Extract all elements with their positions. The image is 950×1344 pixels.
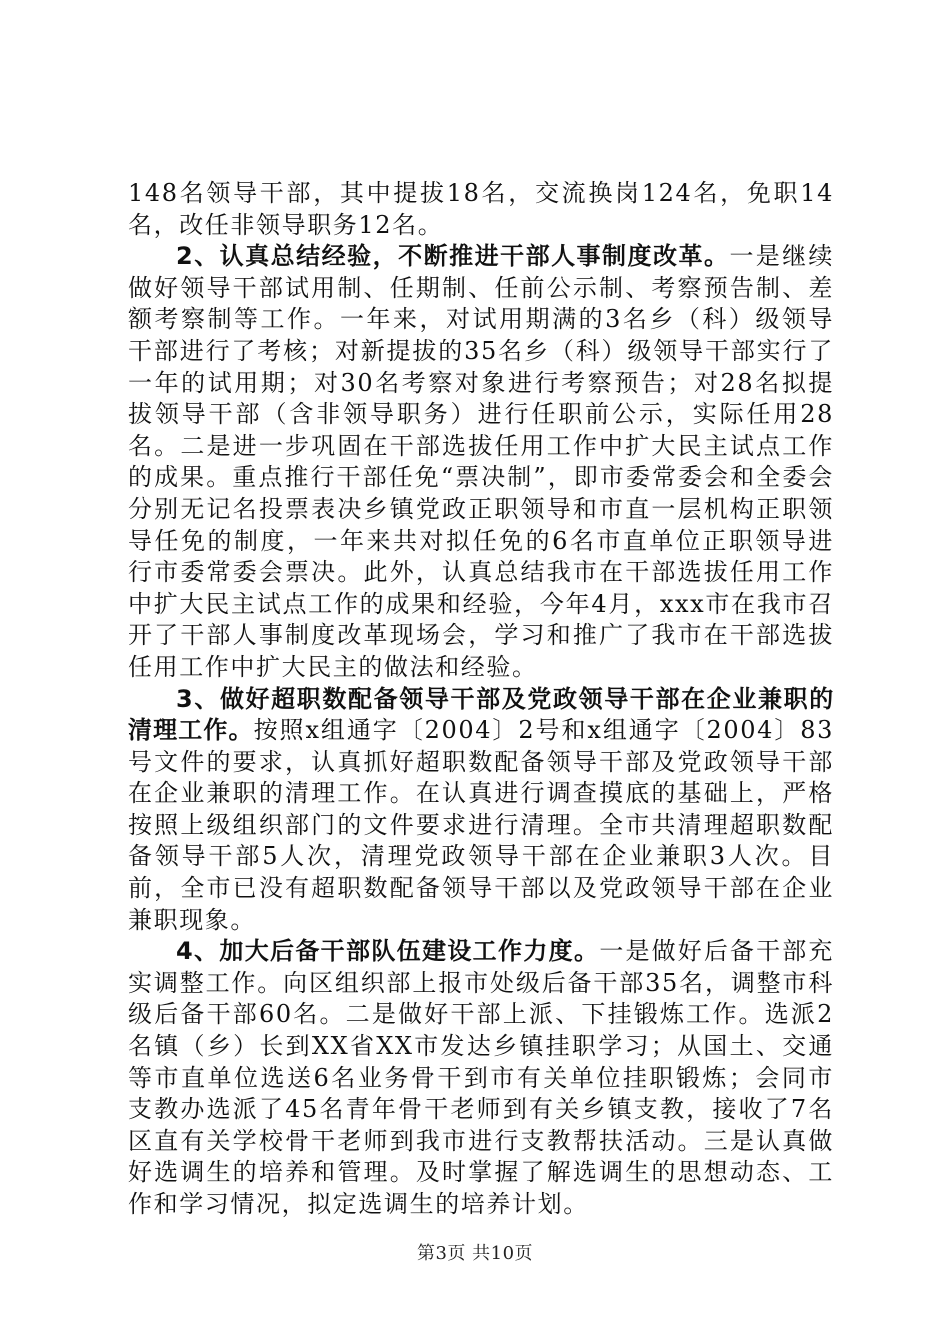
section-2-body: 一是继续做好领导干部试用制、任期制、任前公示制、考察预告制、差额考察制等工作。一年来，对试用期满的3名乡（科）级领导干部进行了考核；对新提拔的35名乡（科）级领导干部实行了一年的试用期；对30名考察对象进行考察预告；对28名拟提拔领导干部（含非领导职务）进行任职前公示，实际任用28名。二是进一步巩固在干部选拔任用工作中扩大民主试点工作的成果。重点推行干部任免“票决制”，即市委常委会和全委会分别无记名投票表决乡镇党政正职领导和市直一层机构正职领导任免的制度，一年来共对拟任免的6名市直单位正职领导进行市委常委会票决。此外，认真总结我市在干部选拔任用工作中扩大民主试点工作的成果和经验，今年4月，xxx市在我市召开了干部人事制度改革现场会，学习和推广了我市在干部选拔任用工作中扩大民主的做法和经验。 — [128, 242, 834, 681]
section-4-body: 一是做好后备干部充实调整工作。向区组织部上报市处级后备干部35名，调整市科级后备干部60名。二是做好干部上派、下挂锻炼工作。选派2名镇（乡）长到XX省XX市发达乡镇挂职学习；从国土、交通等市直单位选送6名业务骨干到市有关单位挂职锻炼；会同市支教办选派了45名青年骨干老师到有关乡镇支教，接收了7名区直有关学校骨干老师到我市进行支教帮扶活动。三是认真做好选调生的培养和管理。及时掌握了解选调生的思想动态、工作和学习情况，拟定选调生的培养计划。 — [128, 937, 834, 1218]
section-2-paragraph — [128, 241, 834, 683]
document-body — [128, 178, 834, 1221]
section-3-heading: 3、做好超职数配备领导干部及党政领导干部在企业兼职的清理工作。 — [128, 684, 834, 745]
section-3-paragraph — [128, 684, 834, 937]
section-4-paragraph — [128, 936, 834, 1220]
section-2-heading: 2、认真总结经验，不断推进干部人事制度改革。 — [176, 242, 730, 271]
page-footer: 第3页 共10页 — [416, 1243, 534, 1264]
intro-paragraph: 148名领导干部，其中提拔18名，交流换岗124名，免职14名，改任非领导职务12名。 — [128, 179, 834, 239]
section-4-heading: 4、加大后备干部队伍建设工作力度。 — [176, 937, 600, 966]
section-3-body: 按照x组通字〔2004〕2号和x组通字〔2004〕83号文件的要求，认真抓好超职数配备领导干部及党政领导干部在企业兼职的清理工作。在认真进行调查摸底的基础上，严格按照上级组织部门的文件要求进行清理。全市共清理超职数配备领导干部5人次，清理党政领导干部在企业兼职3人次。目前，全市已没有超职数配备领导干部以及党政领导干部在企业兼职现象。 — [128, 716, 835, 934]
